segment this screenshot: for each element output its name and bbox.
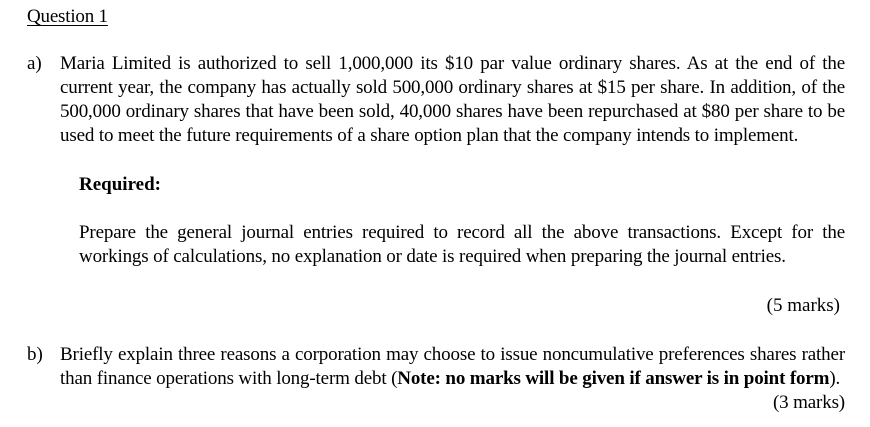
- part-a-text: Maria Limited is authorized to sell 1,000,000 its $10 par value ordinary shares. As at the end of the current year, the company has actually sold 500,000 ordinary shares at $15 per share. In addition, of the 500,000 ordinary shares that have been sold, 40,000 shares have been repurchased at $80 per share to be used to meet the future requirements of a share option plan that the company intends to implement.: [60, 53, 845, 146]
- part-a-instructions: Prepare the general journal entries required to record all the above transactions. Except for the workings of calculations, no explanation or date is required when preparing the journal entries.: [79, 222, 845, 267]
- part-a-marks: (5 marks): [766, 295, 840, 316]
- part-b-text-end: ).: [829, 368, 841, 389]
- required-label: Required:: [79, 174, 161, 195]
- question-part-a: [27, 52, 845, 148]
- question-heading: Question 1: [27, 6, 108, 27]
- part-b-marks: (3 marks): [773, 392, 845, 413]
- part-b-text-block: [60, 343, 845, 413]
- part-a-label: a): [27, 53, 42, 74]
- question-part-b: [27, 343, 845, 415]
- part-b-note: Note: no marks will be given if answer is in point form: [397, 368, 830, 389]
- part-b-label: b): [27, 344, 43, 365]
- part-b-text: Briefly explain three reasons a corporation may choose to issue noncumulative preferences shares rather than finance operations with long-term debt (: [60, 344, 845, 389]
